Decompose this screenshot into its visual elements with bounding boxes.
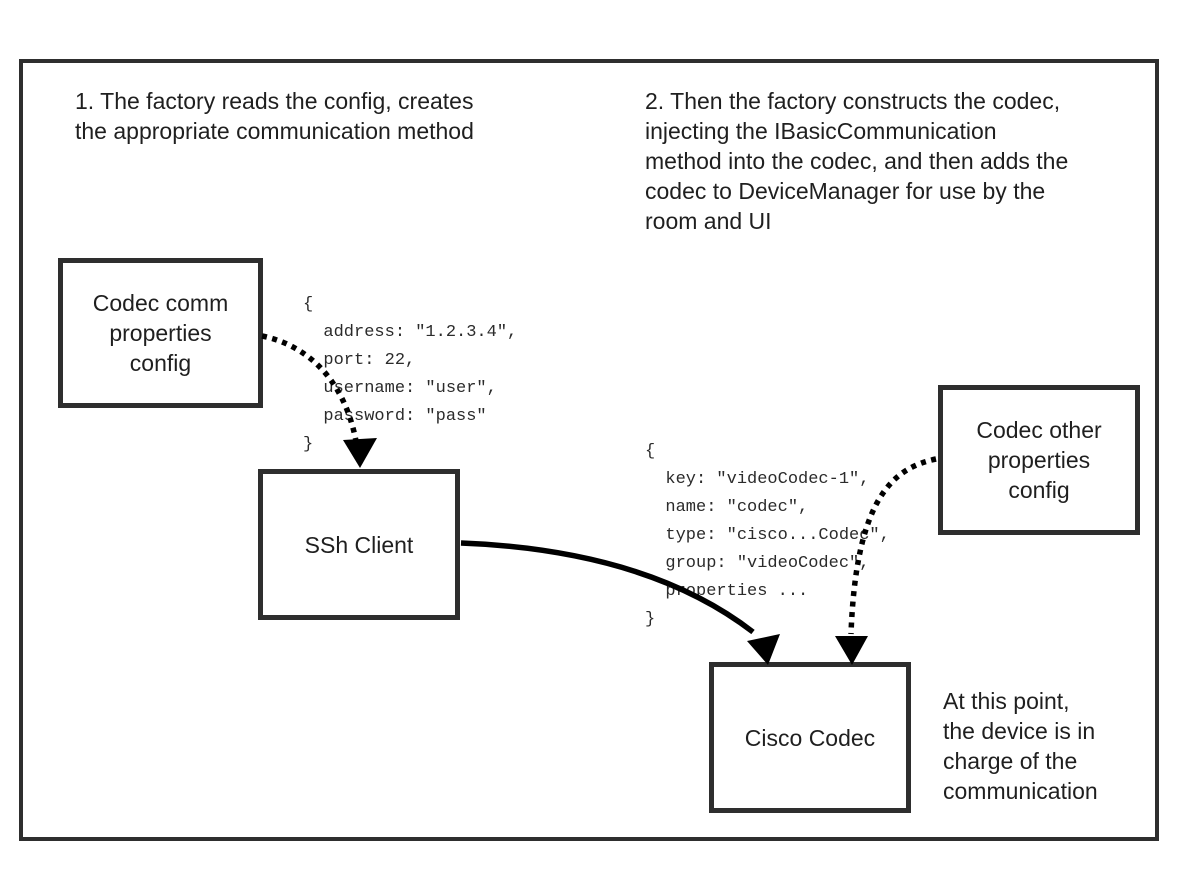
annotation-step2-line: method into the codec, and then adds the: [645, 148, 1069, 174]
box-ssh-client-label: SSh Client: [304, 531, 414, 558]
code-line: name: "codec",: [645, 498, 809, 517]
code-line: key: "videoCodec-1",: [645, 470, 870, 489]
code-line: properties ...: [645, 582, 809, 601]
box-cisco-codec: [709, 662, 911, 813]
box-codec-comm-properties-config-label: [93, 288, 228, 378]
box-label-line: config: [129, 350, 192, 376]
code-snippet-codec-registration: [645, 438, 890, 634]
annotation-step2-line: injecting the IBasicCommunication: [645, 118, 997, 144]
annotation-step2-line: room and UI: [645, 208, 772, 234]
code-line: username: "user",: [303, 379, 497, 398]
code-line: }: [303, 435, 314, 454]
code-line: group: "videoCodec",: [645, 554, 870, 573]
box-codec-other-properties-config-label: [976, 415, 1101, 505]
annotation-final-note-line: the device is in: [943, 718, 1096, 744]
code-snippet-comm-properties: [303, 291, 517, 459]
code-line: password: "pass": [303, 407, 487, 426]
code-line: {: [303, 295, 314, 314]
code-line: port: 22,: [303, 351, 416, 370]
annotation-step1-line: the appropriate communication method: [75, 118, 474, 144]
code-line: address: "1.2.3.4",: [303, 323, 518, 342]
box-cisco-codec-label: Cisco Codec: [744, 724, 876, 751]
annotation-step1: [75, 86, 474, 146]
box-ssh-client: [258, 469, 460, 620]
box-codec-comm-properties-config: [58, 258, 263, 408]
annotation-final-note: [943, 686, 1098, 806]
annotation-step2-line: 2. Then the factory constructs the codec,: [645, 88, 1061, 114]
code-line: }: [645, 610, 656, 629]
code-line: {: [645, 442, 656, 461]
box-codec-other-properties-config: [938, 385, 1140, 535]
annotation-final-note-line: charge of the: [943, 748, 1078, 774]
box-label-line: Codec other: [976, 417, 1102, 443]
annotation-final-note-line: At this point,: [943, 688, 1070, 714]
annotation-step2: [645, 86, 1068, 236]
annotation-step1-line: 1. The factory reads the config, creates: [75, 88, 474, 114]
annotation-final-note-line: communication: [943, 778, 1098, 804]
box-label-line: config: [1008, 477, 1070, 503]
box-label-line: properties: [109, 320, 212, 346]
box-label-line: Codec comm: [92, 290, 229, 316]
code-line: type: "cisco...Codec",: [645, 526, 890, 545]
annotation-step2-line: codec to DeviceManager for use by the: [645, 178, 1046, 204]
box-label-line: properties: [987, 447, 1091, 473]
